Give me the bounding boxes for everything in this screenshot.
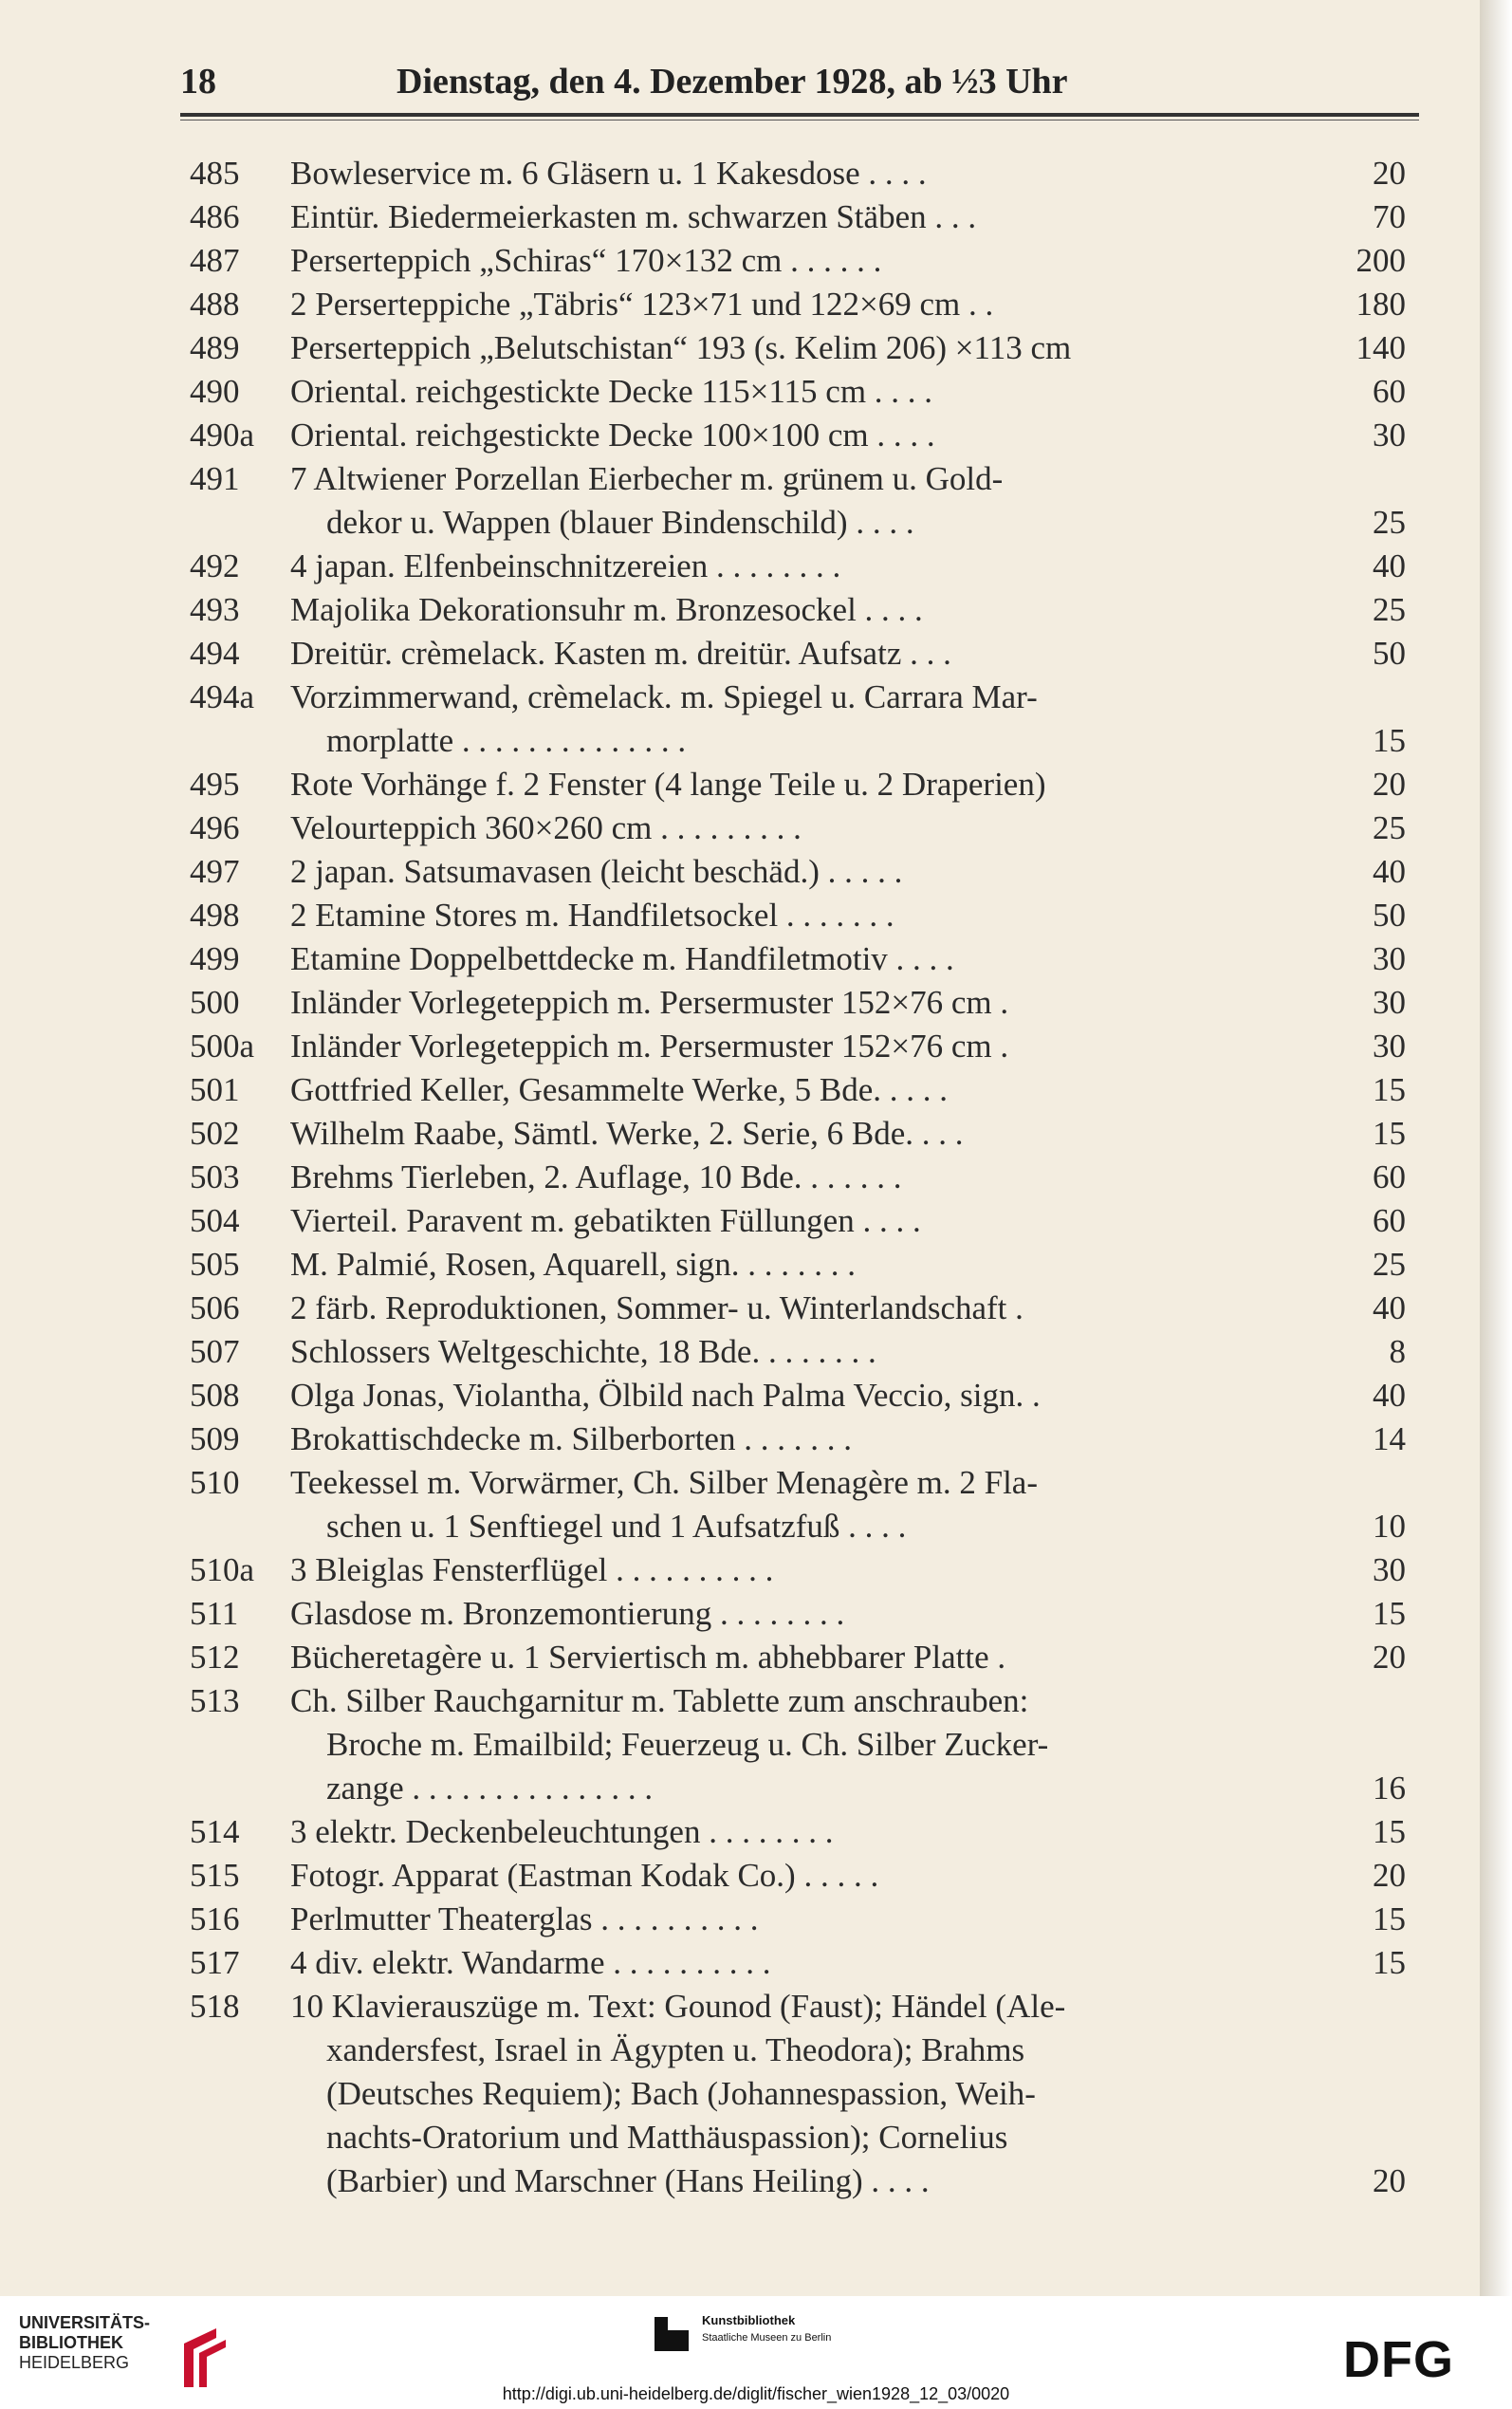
lot-description: Ch. Silber Rauchgarnitur m. Tablette zum anschrauben: bbox=[290, 1682, 1029, 1719]
lot-description: 7 Altwiener Porzellan Eierbecher m. grünem u. Gold- bbox=[290, 460, 1004, 497]
lot-line bbox=[190, 850, 1423, 894]
footer bbox=[0, 2296, 1512, 2409]
lot-line bbox=[190, 457, 1423, 501]
lot-entry bbox=[190, 152, 1423, 195]
lot-entry bbox=[190, 414, 1423, 457]
lot-line bbox=[190, 1156, 1423, 1199]
lot-line bbox=[190, 414, 1423, 457]
lot-entry bbox=[190, 1854, 1423, 1898]
lot-description: 3 elektr. Deckenbeleuchtungen . . . . . . . . bbox=[290, 1813, 834, 1850]
lot-number: 505 bbox=[190, 1246, 240, 1283]
lot-number: 503 bbox=[190, 1158, 240, 1195]
lot-line bbox=[190, 1112, 1423, 1156]
lot-line bbox=[190, 1767, 1423, 1810]
lot-description: Bowleservice m. 6 Gläsern u. 1 Kakesdose . . . . bbox=[290, 155, 927, 192]
lot-price: 25 bbox=[1373, 1246, 1406, 1283]
lot-entry bbox=[190, 1636, 1423, 1679]
lot-price: 20 bbox=[1373, 1857, 1406, 1894]
lot-number: 494 bbox=[190, 635, 240, 672]
lot-price: 30 bbox=[1373, 1551, 1406, 1588]
lot-entry bbox=[190, 1199, 1423, 1243]
lot-number: 516 bbox=[190, 1900, 240, 1937]
lot-price: 30 bbox=[1373, 417, 1406, 454]
lot-entry bbox=[190, 1418, 1423, 1461]
lot-entry bbox=[190, 588, 1423, 632]
lot-description: Inländer Vorlegeteppich m. Persermuster 152×76 cm . bbox=[290, 1028, 1009, 1065]
lot-price: 30 bbox=[1373, 1028, 1406, 1065]
lot-entry bbox=[190, 850, 1423, 894]
lot-entry bbox=[190, 1898, 1423, 1941]
lot-number: 514 bbox=[190, 1813, 240, 1850]
lot-line bbox=[190, 2116, 1423, 2159]
lot-number: 492 bbox=[190, 547, 240, 584]
lot-line bbox=[190, 1418, 1423, 1461]
lot-description: 2 Perserteppiche „Täbris“ 123×71 und 122×69 cm . . bbox=[290, 286, 994, 323]
lot-line bbox=[190, 239, 1423, 283]
lot-description: 4 japan. Elfenbeinschnitzereien . . . . . . . . bbox=[290, 547, 841, 584]
lot-price: 30 bbox=[1373, 984, 1406, 1021]
lot-line bbox=[190, 676, 1423, 719]
lot-entry bbox=[190, 1156, 1423, 1199]
page-number: 18 bbox=[180, 62, 216, 102]
lot-price: 15 bbox=[1373, 1071, 1406, 1108]
lot-description: 10 Klavierauszüge m. Text: Gounod (Faust); Händel (Ale- bbox=[290, 1988, 1066, 2025]
lot-number: 500a bbox=[190, 1028, 255, 1065]
lot-number: 517 bbox=[190, 1944, 240, 1981]
lot-line bbox=[190, 326, 1423, 370]
lot-number: 501 bbox=[190, 1071, 240, 1108]
lot-line bbox=[190, 1548, 1423, 1592]
lot-description: M. Palmié, Rosen, Aquarell, sign. . . . . . . . bbox=[290, 1246, 856, 1283]
lot-line bbox=[190, 894, 1423, 937]
lot-description: Perserteppich „Belutschistan“ 193 (s. Kelim 206) ×113 cm bbox=[290, 329, 1072, 366]
lot-description: xandersfest, Israel in Ägypten u. Theodora); Brahms bbox=[326, 2031, 1025, 2068]
lot-description: Velourteppich 360×260 cm . . . . . . . . . bbox=[290, 809, 802, 846]
lot-description: Perlmutter Theaterglas . . . . . . . . . . bbox=[290, 1900, 759, 1937]
lot-line bbox=[190, 1679, 1423, 1723]
page-header bbox=[180, 55, 1385, 112]
lot-price: 20 bbox=[1373, 2162, 1406, 2199]
lot-description: zange . . . . . . . . . . . . . . . bbox=[326, 1770, 654, 1807]
lot-number: 497 bbox=[190, 853, 240, 890]
lot-entry bbox=[190, 1025, 1423, 1068]
lot-price: 25 bbox=[1373, 591, 1406, 628]
lot-entry bbox=[190, 1679, 1423, 1810]
lot-description: (Deutsches Requiem); Bach (Johannespassion, Weih- bbox=[326, 2075, 1036, 2112]
lot-line bbox=[190, 195, 1423, 239]
lot-entry bbox=[190, 1548, 1423, 1592]
lot-line bbox=[190, 1723, 1423, 1767]
lot-price: 40 bbox=[1373, 1289, 1406, 1326]
lot-line bbox=[190, 2072, 1423, 2116]
lot-description: Etamine Doppelbettdecke m. Handfiletmotiv . . . . bbox=[290, 940, 954, 977]
lot-line bbox=[190, 719, 1423, 763]
lot-description: Oriental. reichgestickte Decke 115×115 cm . . . . bbox=[290, 373, 933, 410]
lot-entry bbox=[190, 806, 1423, 850]
lot-number: 498 bbox=[190, 897, 240, 934]
lot-line bbox=[190, 806, 1423, 850]
lot-price: 15 bbox=[1373, 722, 1406, 759]
lot-entry bbox=[190, 457, 1423, 545]
lot-description: Perserteppich „Schiras“ 170×132 cm . . . . . . bbox=[290, 242, 882, 279]
lot-line bbox=[190, 2159, 1423, 2203]
lot-line bbox=[190, 152, 1423, 195]
ub-mark-icon bbox=[178, 2325, 231, 2391]
lot-price: 70 bbox=[1373, 198, 1406, 235]
lot-line bbox=[190, 1243, 1423, 1287]
lot-entry bbox=[190, 632, 1423, 676]
lot-number: 518 bbox=[190, 1988, 240, 2025]
header-rule-thick bbox=[180, 113, 1419, 117]
lot-line bbox=[190, 1068, 1423, 1112]
lot-description: Vorzimmerwand, crèmelack. m. Spiegel u. Carrara Mar- bbox=[290, 678, 1038, 715]
lot-entry bbox=[190, 1461, 1423, 1548]
lot-entry bbox=[190, 239, 1423, 283]
lot-description: 4 div. elektr. Wandarme . . . . . . . . . . bbox=[290, 1944, 771, 1981]
lot-number: 493 bbox=[190, 591, 240, 628]
lot-entry bbox=[190, 763, 1423, 806]
lot-description: morplatte . . . . . . . . . . . . . . bbox=[326, 722, 687, 759]
lot-line bbox=[190, 1810, 1423, 1854]
kunstbibliothek-name: Kunstbibliothek bbox=[702, 2313, 796, 2327]
lot-description: Schlossers Weltgeschichte, 18 Bde. . . . . . . . bbox=[290, 1333, 876, 1370]
lot-number: 489 bbox=[190, 329, 240, 366]
lot-list bbox=[190, 152, 1423, 2203]
page-title: Dienstag, den 4. Dezember 1928, ab ½3 Uhr bbox=[396, 62, 1068, 102]
lot-entry bbox=[190, 195, 1423, 239]
lot-number: 512 bbox=[190, 1639, 240, 1676]
lot-description: Dreitür. crèmelack. Kasten m. dreitür. Aufsatz . . . bbox=[290, 635, 951, 672]
lot-entry bbox=[190, 981, 1423, 1025]
lot-number: 510a bbox=[190, 1551, 255, 1588]
lot-price: 60 bbox=[1373, 1158, 1406, 1195]
lot-line bbox=[190, 545, 1423, 588]
lot-line bbox=[190, 2029, 1423, 2072]
lot-entry bbox=[190, 283, 1423, 326]
lot-number: 487 bbox=[190, 242, 240, 279]
lot-price: 15 bbox=[1373, 1595, 1406, 1632]
lot-number: 510 bbox=[190, 1464, 240, 1501]
lot-number: 515 bbox=[190, 1857, 240, 1894]
lot-entry bbox=[190, 370, 1423, 414]
lot-description: Broche m. Emailbild; Feuerzeug u. Ch. Silber Zucker- bbox=[326, 1726, 1049, 1763]
lot-line bbox=[190, 1505, 1423, 1548]
lot-line bbox=[190, 1199, 1423, 1243]
lot-line bbox=[190, 1985, 1423, 2029]
lot-number: 485 bbox=[190, 155, 240, 192]
lot-description: Fotogr. Apparat (Eastman Kodak Co.) . . . . . bbox=[290, 1857, 879, 1894]
lot-description: 2 Etamine Stores m. Handfiletsockel . . . . . . . bbox=[290, 897, 894, 934]
lot-entry bbox=[190, 1985, 1423, 2203]
dfg-logo[interactable]: DFG bbox=[1343, 2331, 1454, 2388]
lot-line bbox=[190, 501, 1423, 545]
lot-line bbox=[190, 981, 1423, 1025]
lot-price: 50 bbox=[1373, 635, 1406, 672]
lot-number: 500 bbox=[190, 984, 240, 1021]
lot-number: 494a bbox=[190, 678, 255, 715]
lot-line bbox=[190, 588, 1423, 632]
lot-description: nachts-Oratorium und Matthäuspassion); Cornelius bbox=[326, 2119, 1008, 2156]
lot-description: Inländer Vorlegeteppich m. Persermuster 152×76 cm . bbox=[290, 984, 1009, 1021]
lot-number: 496 bbox=[190, 809, 240, 846]
lot-number: 495 bbox=[190, 766, 240, 803]
lot-price: 60 bbox=[1373, 1202, 1406, 1239]
lot-price: 14 bbox=[1373, 1420, 1406, 1457]
lot-description: Vierteil. Paravent m. gebatikten Füllungen . . . . bbox=[290, 1202, 921, 1239]
lot-line bbox=[190, 1374, 1423, 1418]
lot-price: 60 bbox=[1373, 373, 1406, 410]
lot-entry bbox=[190, 676, 1423, 763]
lot-description: 3 Bleiglas Fensterflügel . . . . . . . . . . bbox=[290, 1551, 774, 1588]
lot-description: Gottfried Keller, Gesammelte Werke, 5 Bde. . . . . bbox=[290, 1071, 948, 1108]
lot-entry bbox=[190, 1068, 1423, 1112]
lot-description: dekor u. Wappen (blauer Bindenschild) . . . . bbox=[326, 504, 914, 541]
lot-description: Wilhelm Raabe, Sämtl. Werke, 2. Serie, 6 Bde. . . . bbox=[290, 1115, 964, 1152]
source-url-link[interactable]: http://digi.ub.uni-heidelberg.de/diglit/fischer_wien1928_12_03/0020 bbox=[502, 2384, 1010, 2403]
lot-price: 20 bbox=[1373, 1639, 1406, 1676]
lot-line bbox=[190, 370, 1423, 414]
lot-price: 20 bbox=[1373, 766, 1406, 803]
lot-description: Glasdose m. Bronzemontierung . . . . . . . . bbox=[290, 1595, 845, 1632]
lot-price: 40 bbox=[1373, 1377, 1406, 1414]
lot-line bbox=[190, 632, 1423, 676]
ub-line-1: UNIVERSITÄTS- bbox=[19, 2313, 151, 2332]
lot-entry bbox=[190, 326, 1423, 370]
lot-line bbox=[190, 1941, 1423, 1985]
lot-line bbox=[190, 1854, 1423, 1898]
kunstbibliothek-subtitle: Staatliche Museen zu Berlin bbox=[702, 2332, 832, 2344]
lot-line bbox=[190, 1287, 1423, 1330]
lot-description: schen u. 1 Senftiegel und 1 Aufsatzfuß . . . . bbox=[326, 1508, 907, 1545]
lot-price: 25 bbox=[1373, 504, 1406, 541]
lot-entry bbox=[190, 1374, 1423, 1418]
lot-price: 140 bbox=[1355, 329, 1406, 366]
lot-entry bbox=[190, 1592, 1423, 1636]
lot-number: 502 bbox=[190, 1115, 240, 1152]
lot-entry bbox=[190, 937, 1423, 981]
lot-line bbox=[190, 1898, 1423, 1941]
lot-price: 15 bbox=[1373, 1115, 1406, 1152]
lot-number: 511 bbox=[190, 1595, 239, 1632]
lot-price: 15 bbox=[1373, 1900, 1406, 1937]
lot-line bbox=[190, 1461, 1423, 1505]
lot-description: Bücheretagère u. 1 Serviertisch m. abhebbarer Platte . bbox=[290, 1639, 1006, 1676]
lot-price: 40 bbox=[1373, 547, 1406, 584]
lot-number: 509 bbox=[190, 1420, 240, 1457]
lot-line bbox=[190, 1330, 1423, 1374]
lot-description: 2 japan. Satsumavasen (leicht beschäd.) . . . . . bbox=[290, 853, 903, 890]
lot-description: Rote Vorhänge f. 2 Fenster (4 lange Teile u. 2 Draperien) bbox=[290, 766, 1046, 803]
lot-line bbox=[190, 763, 1423, 806]
lot-number: 490a bbox=[190, 417, 255, 454]
lot-price: 40 bbox=[1373, 853, 1406, 890]
lot-number: 486 bbox=[190, 198, 240, 235]
lot-line bbox=[190, 937, 1423, 981]
kunstbibliothek-logo[interactable] bbox=[655, 2311, 892, 2368]
lot-entry bbox=[190, 1941, 1423, 1985]
lot-description: Brokattischdecke m. Silberborten . . . . . . . bbox=[290, 1420, 852, 1457]
lot-number: 507 bbox=[190, 1333, 240, 1370]
lot-description: Teekessel m. Vorwärmer, Ch. Silber Menagère m. 2 Fla- bbox=[290, 1464, 1038, 1501]
lot-number: 513 bbox=[190, 1682, 240, 1719]
lot-price: 8 bbox=[1389, 1333, 1406, 1370]
lot-entry bbox=[190, 894, 1423, 937]
lot-entry bbox=[190, 545, 1423, 588]
lot-entry bbox=[190, 1243, 1423, 1287]
ub-line-2: BIBLIOTHEK bbox=[19, 2333, 123, 2352]
kunstbibliothek-mark-icon bbox=[655, 2317, 689, 2351]
lot-description: Eintür. Biedermeierkasten m. schwarzen Stäben . . . bbox=[290, 198, 977, 235]
lot-description: Majolika Dekorationsuhr m. Bronzesockel . . . . bbox=[290, 591, 923, 628]
lot-number: 491 bbox=[190, 460, 240, 497]
lot-number: 506 bbox=[190, 1289, 240, 1326]
lot-description: (Barbier) und Marschner (Hans Heiling) . . . . bbox=[326, 2162, 930, 2199]
lot-price: 10 bbox=[1373, 1508, 1406, 1545]
ub-heidelberg-logo[interactable] bbox=[19, 2313, 218, 2373]
lot-entry bbox=[190, 1287, 1423, 1330]
lot-entry bbox=[190, 1112, 1423, 1156]
lot-number: 488 bbox=[190, 286, 240, 323]
lot-description: Olga Jonas, Violantha, Ölbild nach Palma Veccio, sign. . bbox=[290, 1377, 1041, 1414]
lot-price: 180 bbox=[1355, 286, 1406, 323]
lot-number: 504 bbox=[190, 1202, 240, 1239]
lot-line bbox=[190, 1636, 1423, 1679]
lot-price: 15 bbox=[1373, 1813, 1406, 1850]
lot-price: 50 bbox=[1373, 897, 1406, 934]
ub-line-3: HEIDELBERG bbox=[19, 2353, 130, 2372]
lot-line bbox=[190, 283, 1423, 326]
lot-line bbox=[190, 1592, 1423, 1636]
lot-price: 16 bbox=[1373, 1770, 1406, 1807]
lot-price: 20 bbox=[1373, 155, 1406, 192]
lot-description: Oriental. reichgestickte Decke 100×100 cm . . . . bbox=[290, 417, 935, 454]
lot-number: 508 bbox=[190, 1377, 240, 1414]
lot-line bbox=[190, 1025, 1423, 1068]
lot-entry bbox=[190, 1810, 1423, 1854]
lot-entry bbox=[190, 1330, 1423, 1374]
lot-description: 2 färb. Reproduktionen, Sommer- u. Winterlandschaft . bbox=[290, 1289, 1023, 1326]
lot-description: Brehms Tierleben, 2. Auflage, 10 Bde. . . . . . . bbox=[290, 1158, 902, 1195]
page-edge bbox=[1480, 0, 1512, 2296]
lot-price: 15 bbox=[1373, 1944, 1406, 1981]
lot-number: 499 bbox=[190, 940, 240, 977]
lot-price: 200 bbox=[1355, 242, 1406, 279]
lot-price: 25 bbox=[1373, 809, 1406, 846]
lot-price: 30 bbox=[1373, 940, 1406, 977]
lot-number: 490 bbox=[190, 373, 240, 410]
